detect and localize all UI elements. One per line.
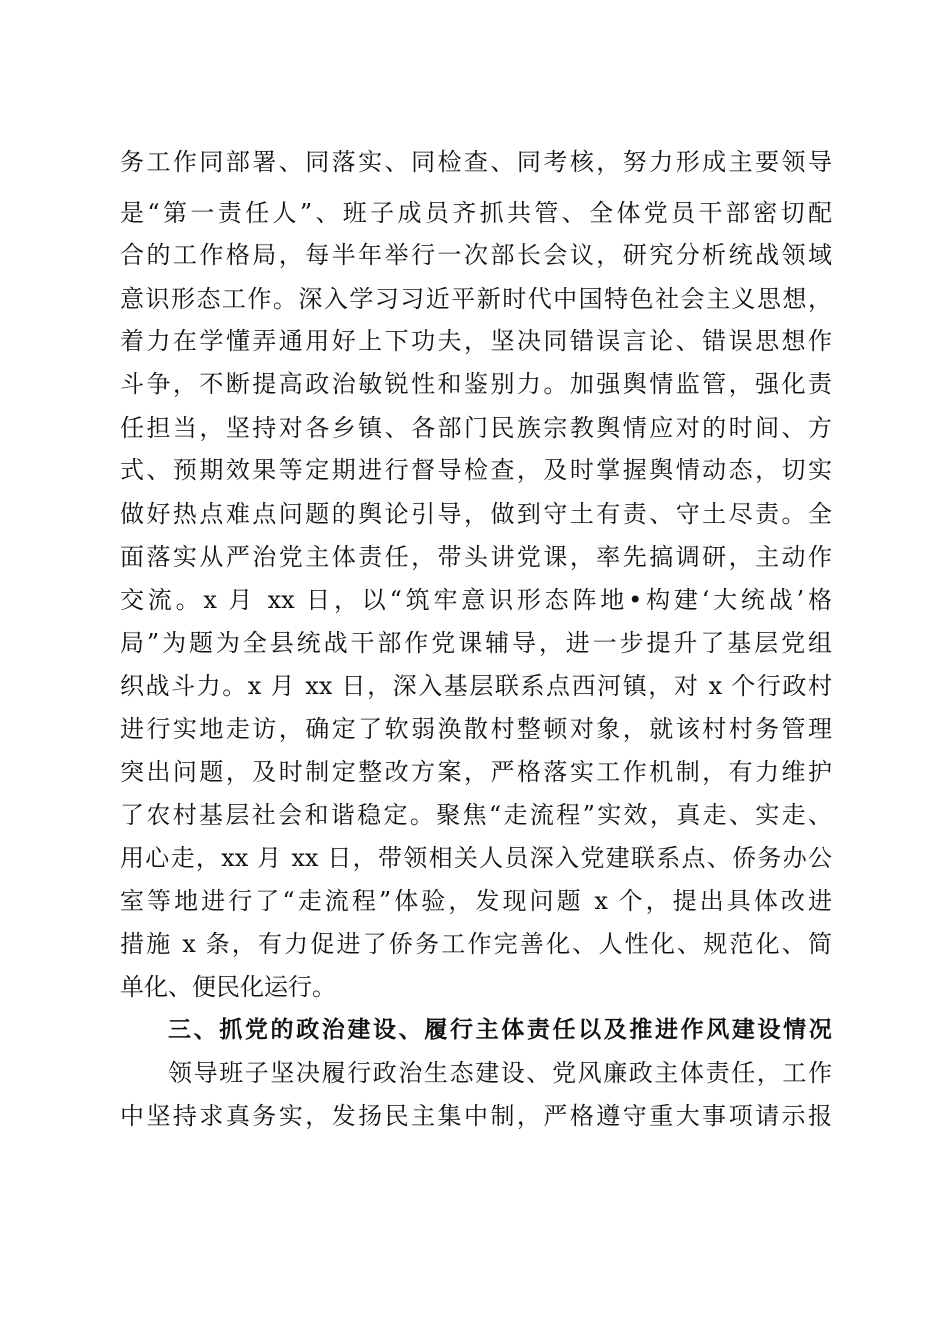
body-text-line: 斗争，不断提高政治敏锐性和鉴别力。加强舆情监管，强化责 — [120, 370, 832, 398]
body-text-line: 做好热点难点问题的舆论引导，做到守土有责、守土尽责。全 — [120, 500, 832, 528]
body-text-line: 进行实地走访，确定了软弱涣散村整顿对象，就该村村务管理 — [120, 715, 832, 743]
body-text-line: 措施 x 条，有力促进了侨务工作完善化、人性化、规范化、简 — [120, 930, 832, 958]
body-text-line: 着力在学懂弄通用好上下功夫，坚决同错误言论、错误思想作 — [120, 327, 832, 355]
body-text-line: 局”为题为全县统战干部作党课辅导，进一步提升了基层党组 — [120, 629, 832, 657]
body-text-line: 是“第一责任人”、班子成员齐抓共管、全体党员干部密切配 — [120, 199, 832, 227]
body-text-line: 突出问题，及时制定整改方案，严格落实工作机制，有力维护 — [120, 758, 832, 786]
body-text-line: 领导班子坚决履行政治生态建设、党风廉政主体责任，工作 — [168, 1059, 832, 1087]
body-text-line: 面落实从严治党主体责任，带头讲党课，率先搞调研，主动作 — [120, 543, 832, 571]
body-text-line: 中坚持求真务实，发扬民主集中制，严格遵守重大事项请示报 — [120, 1102, 832, 1130]
section-heading: 三、抓党的政治建设、履行主体责任以及推进作风建设情况 — [168, 1017, 832, 1043]
body-text-line: 了农村基层社会和谐稳定。聚焦“走流程”实效，真走、实走、 — [120, 801, 832, 829]
body-text-line: 室等地进行了“走流程”体验，发现问题 x 个，提出具体改进 — [120, 887, 832, 915]
body-text-line: 织战斗力。x 月 xx 日，深入基层联系点西河镇，对 x 个行政村 — [120, 672, 832, 700]
body-text-line: 任担当，坚持对各乡镇、各部门民族宗教舆情应对的时间、方 — [120, 414, 832, 442]
body-text-line: 意识形态工作。深入学习习近平新时代中国特色社会主义思想， — [120, 285, 832, 313]
body-text-line: 单化、便民化运行。 — [120, 973, 336, 1001]
body-text-line: 用心走，xx 月 xx 日，带领相关人员深入党建联系点、侨务办公 — [120, 844, 832, 872]
body-text-line: 交流。x 月 xx 日，以“筑牢意识形态阵地•构建‘大统战’格 — [120, 586, 832, 614]
body-text-line: 务工作同部署、同落实、同检查、同考核，努力形成主要领导 — [120, 148, 832, 176]
body-text-line: 式、预期效果等定期进行督导检查，及时掌握舆情动态，切实 — [120, 456, 832, 484]
body-text-line: 合的工作格局，每半年举行一次部长会议，研究分析统战领域 — [120, 241, 832, 269]
